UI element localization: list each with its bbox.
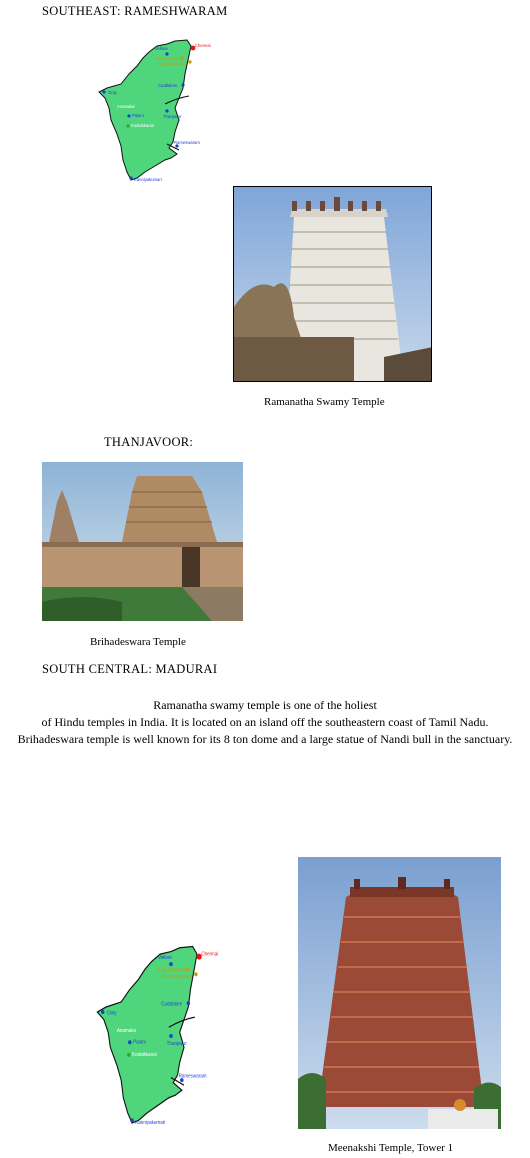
label-anamalai: Anamalai: [117, 104, 135, 109]
city-marker-kodaikkanal: [127, 1053, 130, 1057]
city-marker-kanchipuram: [186, 967, 189, 971]
label-kodaikkanal: Kodaikkanal: [131, 123, 154, 128]
city-marker-mamallapuram: [194, 972, 197, 976]
caption-ramanatha: Ramanatha Swamy Temple: [264, 396, 385, 408]
label-vellore: Vellore: [158, 955, 172, 962]
heading-southeast: SOUTHEAST: RAMESHWARAM: [42, 4, 228, 18]
label-thanjavur: Thanjavur: [163, 114, 182, 119]
tamil-nadu-map-top: [95, 38, 215, 184]
caption-meenakshi: Meenakshi Temple, Tower 1: [328, 1142, 454, 1154]
label-cuddalore: Cuddalore: [158, 83, 178, 88]
city-marker-mamallapuram: [188, 60, 191, 63]
description-paragraph: [14, 697, 516, 748]
label-ooty: Ooty: [108, 90, 117, 95]
label-mamallapuram: Mamallapuram: [162, 974, 193, 981]
label-cuddalore: Cuddalore: [161, 1002, 183, 1008]
city-marker-thanjavur: [165, 109, 168, 112]
label-kanniyakumari: Kanniyakumari: [135, 1121, 166, 1127]
label-kanniyakumari: Kanniyakumari: [134, 177, 162, 182]
label-kodaikkanal: Kodaikkanal: [132, 1052, 157, 1059]
city-marker-vellore: [169, 962, 172, 966]
label-vellore: Vellore: [155, 46, 168, 51]
label-chennai: Chennai: [201, 952, 219, 958]
city-marker-cuddalore: [181, 83, 184, 86]
label-thanjavur: Thanjavur: [166, 1041, 187, 1047]
meenakshi-temple-photo: [298, 857, 501, 1129]
label-chennai: Chennai: [195, 43, 211, 48]
caption-brihadeswara: Brihadeswara Temple: [90, 636, 186, 648]
paragraph-line-1: Ramanatha swamy temple is one of the holiest: [153, 698, 377, 712]
city-marker-palani: [127, 114, 130, 117]
label-rameswaram: Rameswaram: [174, 140, 200, 145]
city-marker-kodaikkanal: [126, 124, 129, 127]
city-marker-kanchipuram: [180, 56, 183, 59]
paragraph-line-2: of Hindu temples in India. It is located on an island off the southeastern coast of Tamil Nadu. Brihadeswara temple is well known for its 8 ton dome and a large statue of Nandi bull in the sanctuary.: [17, 715, 513, 746]
city-marker-ooty: [101, 1010, 104, 1014]
ramanatha-temple-photo: [233, 186, 432, 382]
figure-detail: [454, 1099, 466, 1111]
heading-south-central: SOUTH CENTRAL: MADURAI: [42, 662, 218, 676]
label-anamalai: Anamalai: [116, 1029, 136, 1035]
label-mamallapuram: Mamallapuram: [159, 61, 187, 66]
city-marker-thanjavur: [169, 1034, 172, 1038]
city-marker-ooty: [102, 90, 105, 93]
city-marker-cuddalore: [187, 1001, 190, 1005]
label-kanchipuram: Kanchipuram: [158, 968, 185, 974]
brihadeswara-temple-photo: [42, 462, 243, 621]
label-palani: Palani: [133, 1040, 146, 1046]
label-palani: Palani: [132, 113, 144, 118]
city-marker-kanniyakumari: [130, 1118, 133, 1122]
label-rameswaram: Rameswaram: [178, 1074, 207, 1080]
label-kanchipuram: Kanchipuram: [155, 56, 180, 61]
city-marker-palani: [128, 1040, 131, 1044]
heading-thanjavoor: THANJAVOOR:: [104, 435, 194, 449]
city-marker-kanniyakumari: [129, 176, 132, 179]
tamil-nadu-map-bottom: [93, 944, 223, 1128]
label-ooty: Ooty: [107, 1011, 117, 1017]
